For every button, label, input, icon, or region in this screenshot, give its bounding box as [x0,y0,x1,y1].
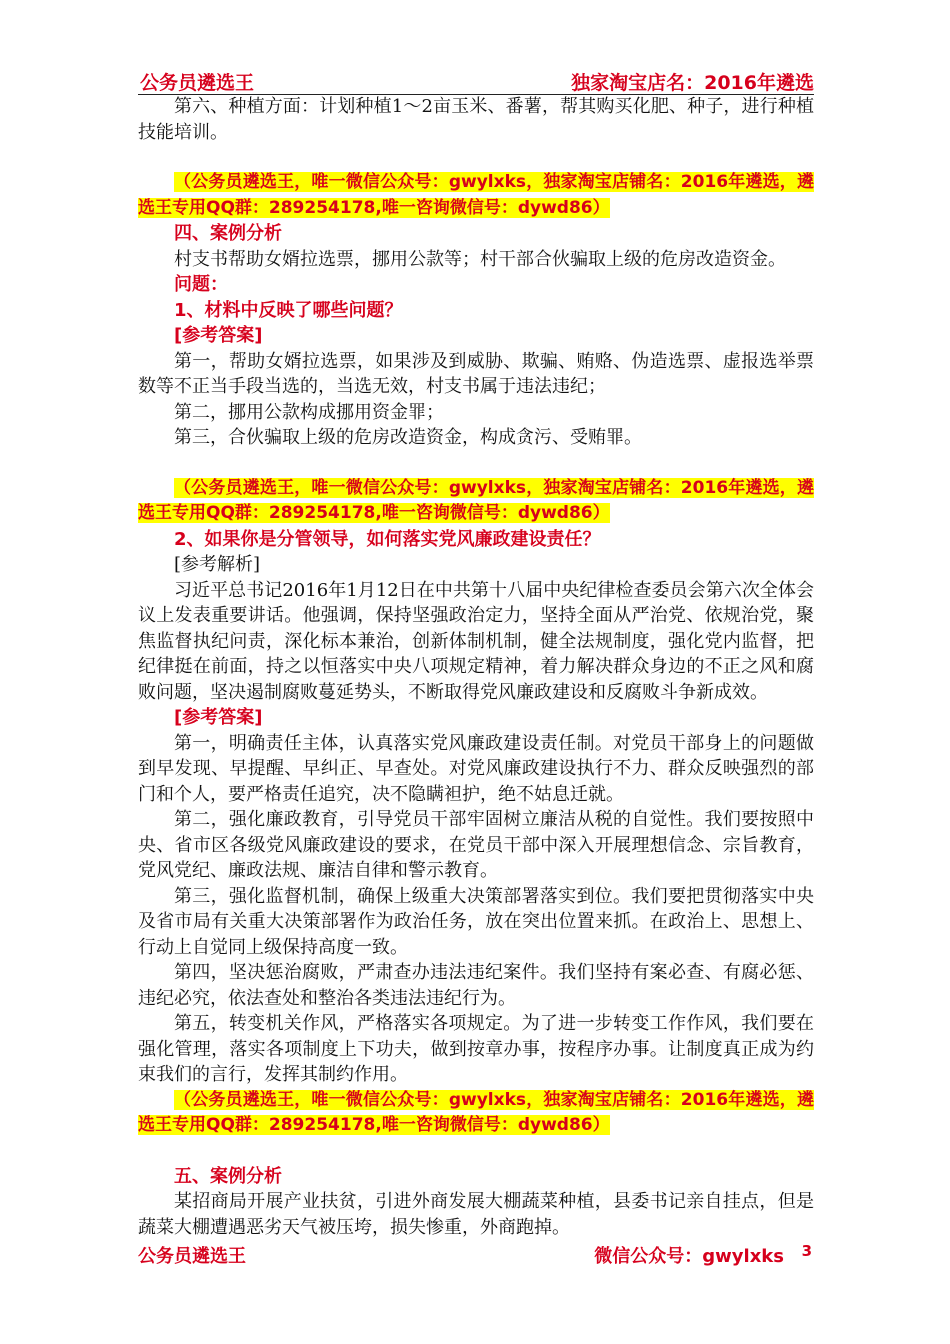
promo-line-1: （公务员遴选王，唯一微信公众号：gwylxks，独家淘宝店铺名：2016年遴选， [174,172,797,192]
question-2: 2、如果你是分管领导，如何落实党风廉政建设责任？ [174,528,601,550]
promo-line-2: 遴选王专用QQ群：289254178,唯一咨询微信号：dywd86） [138,477,814,523]
section-5-description: 某招商局开展产业扶贫，引进外商发展大棚蔬菜种植，县委书记亲自挂点，但是蔬菜大棚遭遇恶劣天气被压垮，损失惨重，外商跑掉。 [138,1191,814,1238]
section-5-title: 五、案例分析 [174,1165,282,1187]
promo-banner-2 [138,476,814,527]
question-1: 1、材料中反映了哪些问题？ [174,299,403,321]
document-body [138,94,814,1240]
footer-wechat: 微信公众号：gwylxks [594,1246,784,1267]
analysis-label: [参考解析] [174,554,261,575]
page-footer [138,1242,814,1270]
question-label: 问题： [174,274,228,295]
header-left-title: 公务员遴选王 [140,72,255,94]
section-4-title: 四、案例分析 [174,223,282,244]
promo-banner-1 [138,170,814,221]
footer-left-title: 公务员遴选王 [138,1246,246,1267]
paragraph-planting: 第六、种植方面：计划种植1～2亩玉米、番薯，帮其购买化肥、种子，进行种植技能培训。 [138,96,814,143]
answer-1-point-1: 第一，帮助女婿拉选票，如果涉及到威胁、欺骗、贿赂、伪造选票、虚报选举票数等不正当手段当选的，当选无效，村支书属于违法违纪； [138,350,814,397]
promo-line-2: 遴选王专用QQ群：289254178,唯一咨询微信号：dywd86） [138,172,814,218]
answer-label-2: [参考答案] [174,707,263,728]
answer-1-point-2: 第二，挪用公款构成挪用资金罪； [174,401,444,423]
answer-2-point-1: 第一，明确责任主体，认真落实党风廉政建设责任制。对党员干部身上的问题做到早发现、早提醒、早纠正、早查处。对党风廉政建设执行不力、群众反映强烈的部门和个人，要严格责任追究，决不隐瞒袒护，绝不姑息迁就。 [138,732,814,805]
promo-line-1: （公务员遴选王，唯一微信公众号：gwylxks，独家淘宝店铺名：2016年遴选， [174,477,797,498]
promo-line-2: 遴选王专用QQ群：289254178,唯一咨询微信号：dywd86） [138,1089,814,1135]
answer-1-point-3: 第三，合伙骗取上级的危房改造资金，构成贪污、受贿罪。 [174,427,642,448]
answer-2-point-2: 第二，强化廉政教育，引导党员干部牢固树立廉洁从税的自觉性。我们要按照中央、省市区各级党风廉政建设的要求，在党员干部中深入开展理想信念、宗旨教育，党风党纪、廉政法规、廉洁自律和警示教育。 [138,809,814,881]
promo-banner-3 [138,1088,814,1139]
answer-2-point-5: 第五，转变机关作风，严格落实各项规定。为了进一步转变工作作风，我们要在强化管理，落实各项制度上下功夫，做到按章办事，按程序办事。让制度真正成为约束我们的言行，发挥其制约作用。 [138,1013,814,1085]
page-header [138,66,814,95]
analysis-text: 习近平总书记2016年1月12日在中共第十八届中央纪律检查委员会第六次全体会议上发表重要讲话。他强调，保持坚强政治定力，坚持全面从严治党、依规治党，聚焦监督执纪问责，深化标本兼治，创新体制机制，健全法规制度，强化党内监督，把纪律挺在前面，持之以恒落实中央八项规定精神，着力解决群众身边的不正之风和腐败问题，坚决遏制腐败蔓延势头，不断取得党风廉政建设和反腐败斗争新成效。 [138,579,814,703]
answer-label-1: [参考答案] [174,325,263,346]
page-number: 3 [801,1242,812,1260]
answer-2-point-4: 第四，坚决惩治腐败，严肃查办违法违纪案件。我们坚持有案必查、有腐必惩、违纪必究，依法查处和整治各类违法违纪行为。 [138,962,814,1009]
promo-line-1: （公务员遴选王，唯一微信公众号：gwylxks，独家淘宝店铺名：2016年遴选， [174,1089,797,1110]
header-right-title: 独家淘宝店名：2016年遴选 [571,72,814,94]
answer-2-point-3: 第三，强化监督机制，确保上级重大决策部署落实到位。我们要把贯彻落实中央及省市局有关重大决策部署作为政治任务，放在突出位置来抓。在政治上、思想上、行动上自觉同上级保持高度一致。 [138,885,814,958]
section-4-description: 村支书帮助女婿拉选票，挪用公款等；村干部合伙骗取上级的危房改造资金。 [174,248,786,270]
